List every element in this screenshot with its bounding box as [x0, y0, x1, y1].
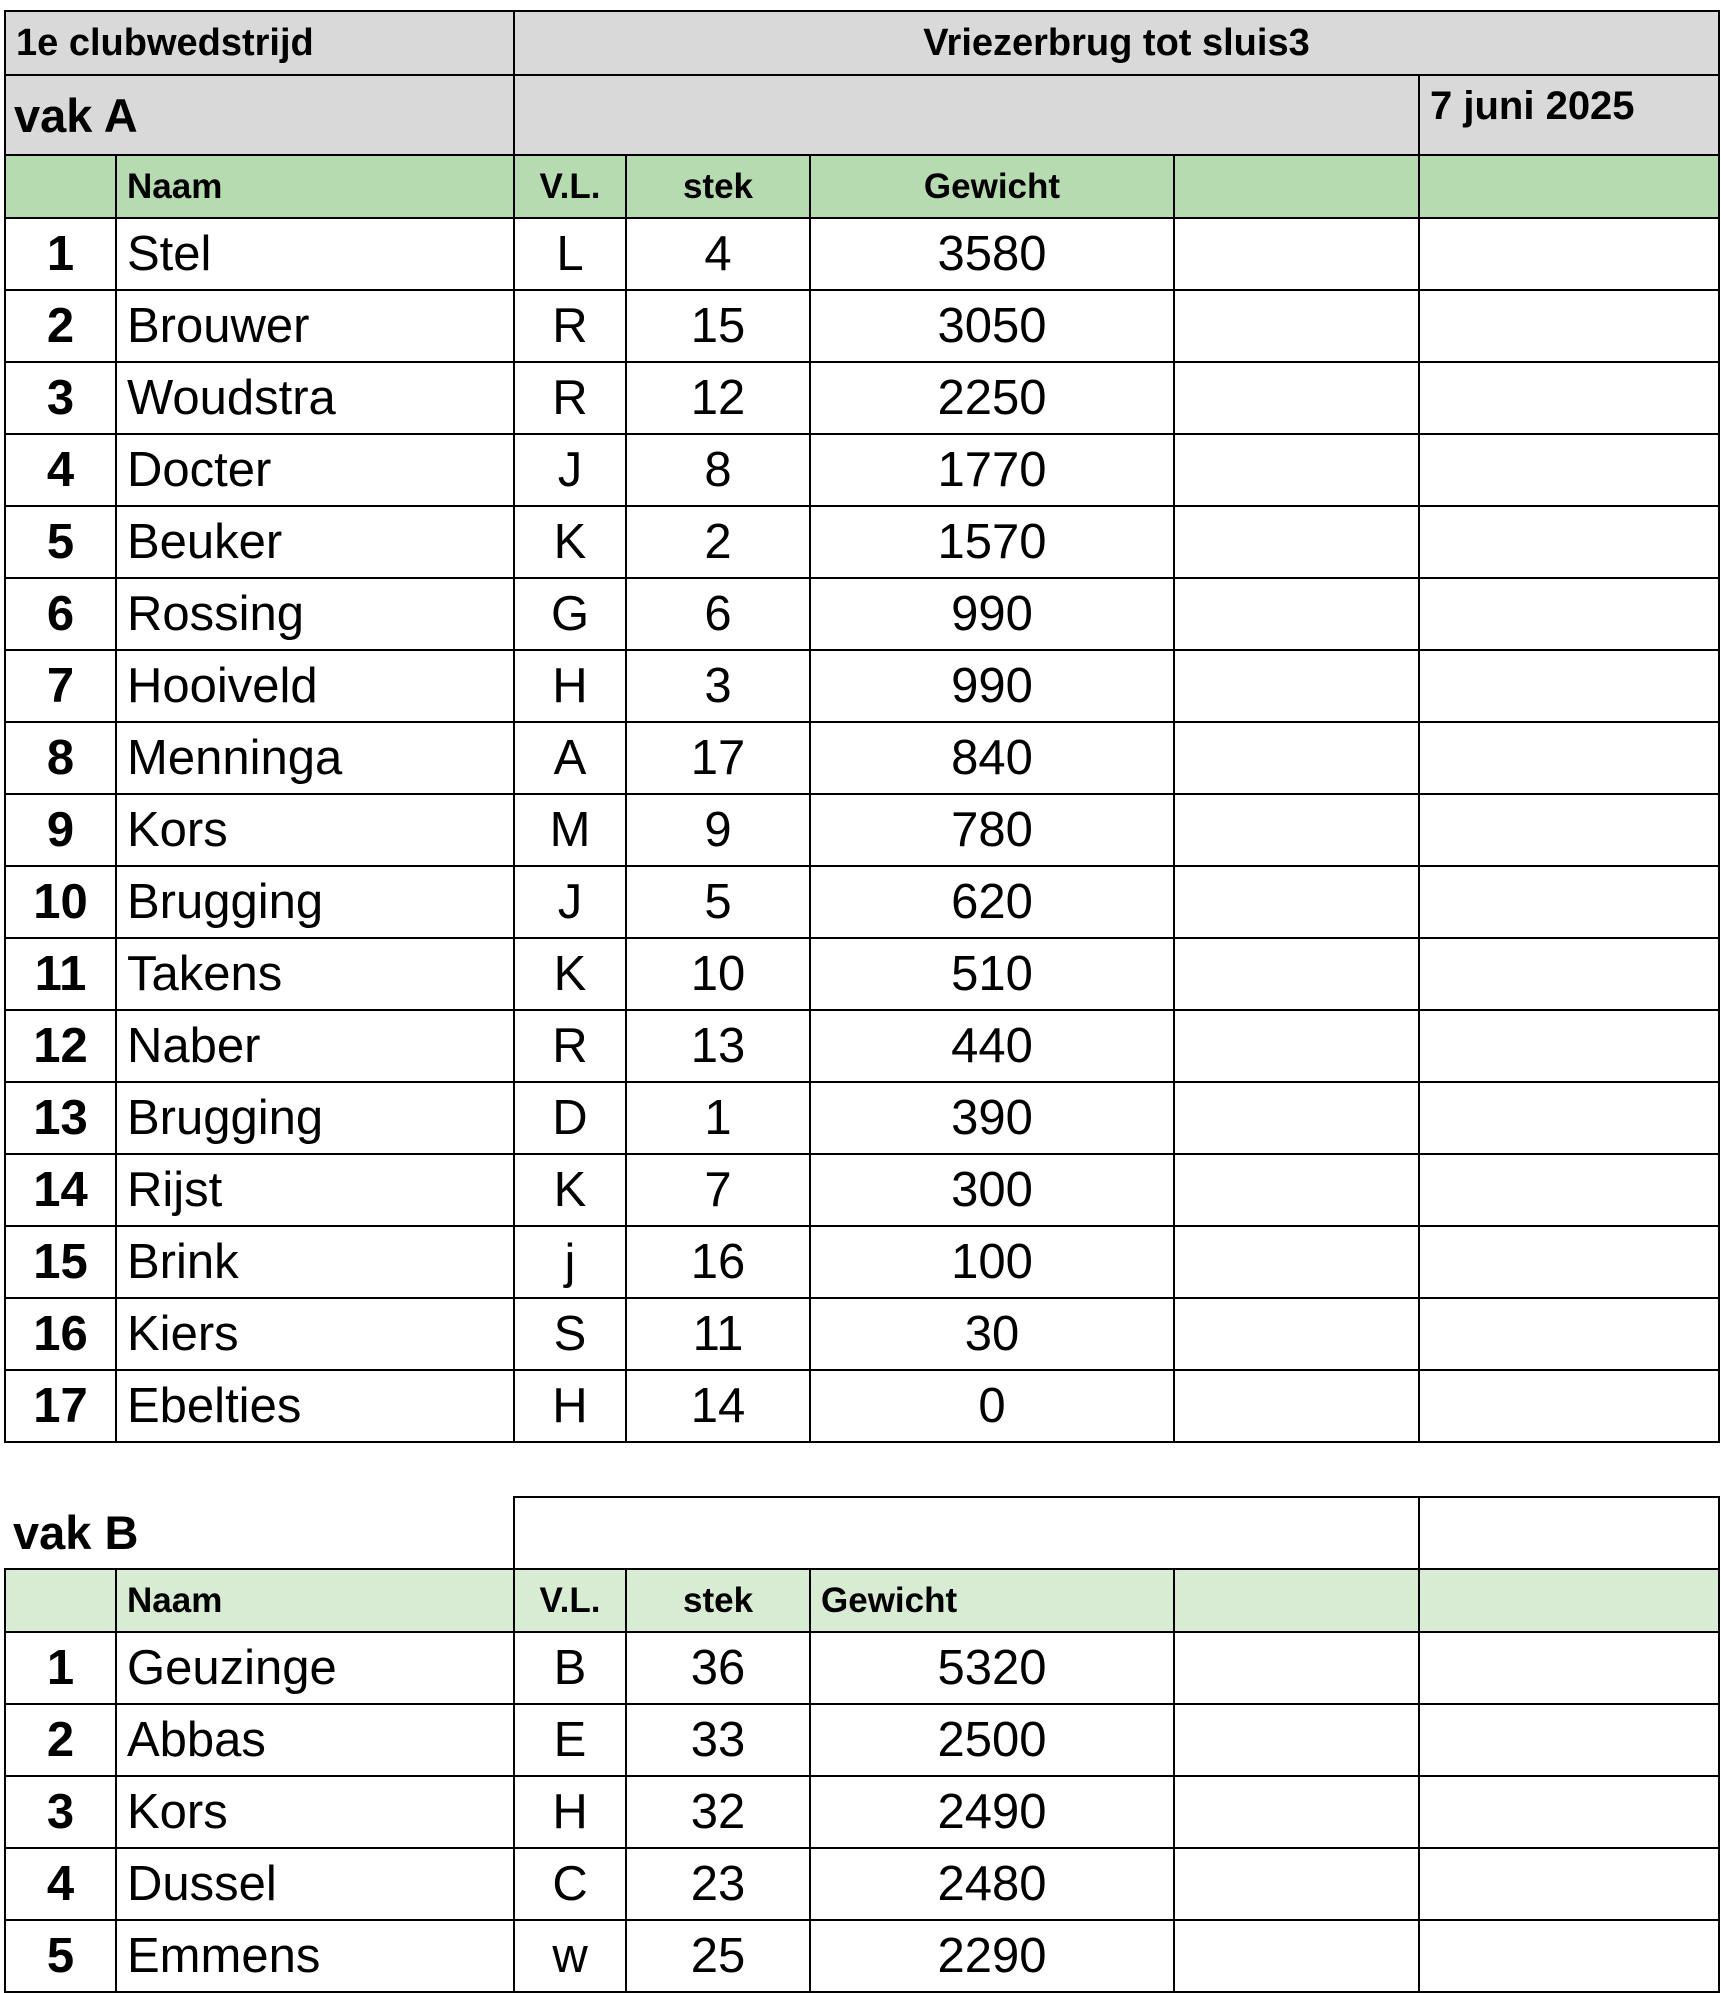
rank-cell: 8: [5, 722, 116, 794]
name-cell: Brugging: [116, 866, 514, 938]
name-cell: Kors: [116, 1776, 514, 1848]
name-cell: Takens: [116, 938, 514, 1010]
stek-cell: 14: [626, 1370, 810, 1442]
vl-cell: S: [514, 1298, 626, 1370]
rank-header: [5, 1569, 116, 1632]
empty-cell: [1419, 1704, 1719, 1776]
stek-cell: 23: [626, 1848, 810, 1920]
name-cell: Docter: [116, 434, 514, 506]
results-table-vak-b: [4, 1496, 1720, 1993]
empty-cell: [1174, 650, 1419, 722]
stek-cell: 36: [626, 1632, 810, 1704]
rank-cell: 15: [5, 1226, 116, 1298]
weight-cell: 5320: [810, 1632, 1174, 1704]
empty-cell: [1174, 506, 1419, 578]
name-cell: Kiers: [116, 1298, 514, 1370]
stek-cell: 3: [626, 650, 810, 722]
vl-cell: j: [514, 1226, 626, 1298]
table-row: [5, 650, 1719, 722]
vl-cell: K: [514, 938, 626, 1010]
stek-cell: 12: [626, 362, 810, 434]
extra-header-cell: [1174, 1569, 1419, 1632]
name-cell: Stel: [116, 218, 514, 290]
empty-cell: [1419, 506, 1719, 578]
empty-cell: [1419, 938, 1719, 1010]
empty-cell: [1419, 434, 1719, 506]
table-row: [5, 578, 1719, 650]
name-cell: Brugging: [116, 1082, 514, 1154]
empty-cell: [1419, 218, 1719, 290]
vl-cell: R: [514, 290, 626, 362]
section-label-vak-a: vak A: [5, 75, 514, 155]
rank-cell: 12: [5, 1010, 116, 1082]
name-cell: Kors: [116, 794, 514, 866]
vl-cell: K: [514, 506, 626, 578]
empty-cell: [1174, 1298, 1419, 1370]
weight-cell: 2250: [810, 362, 1174, 434]
rank-cell: 14: [5, 1154, 116, 1226]
rank-cell: 7: [5, 650, 116, 722]
empty-cell: [1174, 578, 1419, 650]
table-row: [5, 1010, 1719, 1082]
stek-cell: 32: [626, 1776, 810, 1848]
vl-cell: D: [514, 1082, 626, 1154]
name-cell: Woudstra: [116, 362, 514, 434]
column-header-gewicht: Gewicht: [810, 155, 1174, 218]
vl-cell: H: [514, 1370, 626, 1442]
name-cell: Hooiveld: [116, 650, 514, 722]
table-row: [5, 506, 1719, 578]
vl-cell: J: [514, 434, 626, 506]
empty-cell: [1419, 1298, 1719, 1370]
extra-header-cell: [1419, 155, 1719, 218]
empty-cell: [1174, 290, 1419, 362]
vl-cell: R: [514, 1010, 626, 1082]
column-header-stek: stek: [626, 155, 810, 218]
weight-cell: 510: [810, 938, 1174, 1010]
weight-cell: 390: [810, 1082, 1174, 1154]
section-label-vak-b: vak B: [5, 1497, 514, 1569]
rank-cell: 2: [5, 290, 116, 362]
name-cell: Ebelties: [116, 1370, 514, 1442]
stek-cell: 10: [626, 938, 810, 1010]
empty-cell: [1419, 1920, 1719, 1992]
table-row: [5, 290, 1719, 362]
table-row: [5, 1776, 1719, 1848]
empty-cell: [1419, 866, 1719, 938]
stek-cell: 6: [626, 578, 810, 650]
empty-cell: [1174, 938, 1419, 1010]
rank-cell: 9: [5, 794, 116, 866]
empty-cell: [1419, 362, 1719, 434]
table-row: [5, 1226, 1719, 1298]
vak-a-rows: [5, 218, 1719, 1442]
weight-cell: 840: [810, 722, 1174, 794]
stek-cell: 17: [626, 722, 810, 794]
empty-cell: [1174, 1848, 1419, 1920]
stek-cell: 25: [626, 1920, 810, 1992]
stek-cell: 15: [626, 290, 810, 362]
table-row: [5, 794, 1719, 866]
rank-header: [5, 155, 116, 218]
vl-cell: M: [514, 794, 626, 866]
rank-cell: 3: [5, 1776, 116, 1848]
stek-cell: 8: [626, 434, 810, 506]
table-row: [5, 1920, 1719, 1992]
empty-cell: [1419, 1776, 1719, 1848]
weight-cell: 3050: [810, 290, 1174, 362]
vl-cell: A: [514, 722, 626, 794]
name-cell: Brink: [116, 1226, 514, 1298]
extra-header-cell: [1419, 1569, 1719, 1632]
stek-cell: 2: [626, 506, 810, 578]
rank-cell: 17: [5, 1370, 116, 1442]
vak-b-rows: [5, 1632, 1719, 1992]
rank-cell: 11: [5, 938, 116, 1010]
empty-cell: [1419, 578, 1719, 650]
empty-cell: [1174, 1082, 1419, 1154]
empty-cell: [1419, 1370, 1719, 1442]
empty-cell: [1174, 1370, 1419, 1442]
column-header-naam: Naam: [116, 155, 514, 218]
empty-cell: [1174, 1920, 1419, 1992]
table-row: [5, 1298, 1719, 1370]
weight-cell: 1570: [810, 506, 1174, 578]
stek-cell: 33: [626, 1704, 810, 1776]
vl-cell: E: [514, 1704, 626, 1776]
table-row: [5, 938, 1719, 1010]
weight-cell: 0: [810, 1370, 1174, 1442]
weight-cell: 780: [810, 794, 1174, 866]
stek-cell: 9: [626, 794, 810, 866]
weight-cell: 620: [810, 866, 1174, 938]
header-blank-cell: [1419, 1497, 1719, 1569]
empty-cell: [1174, 1776, 1419, 1848]
column-header-vl: V.L.: [514, 1569, 626, 1632]
column-header-vl: V.L.: [514, 155, 626, 218]
weight-cell: 300: [810, 1154, 1174, 1226]
vl-cell: L: [514, 218, 626, 290]
name-cell: Rijst: [116, 1154, 514, 1226]
table-row: [5, 1082, 1719, 1154]
vl-cell: C: [514, 1848, 626, 1920]
weight-cell: 2480: [810, 1848, 1174, 1920]
weight-cell: 100: [810, 1226, 1174, 1298]
empty-cell: [1419, 1154, 1719, 1226]
weight-cell: 440: [810, 1010, 1174, 1082]
table-row: [5, 1154, 1719, 1226]
empty-cell: [1174, 1632, 1419, 1704]
empty-cell: [1419, 650, 1719, 722]
rank-cell: 3: [5, 362, 116, 434]
name-cell: Geuzinge: [116, 1632, 514, 1704]
rank-cell: 6: [5, 578, 116, 650]
stek-cell: 7: [626, 1154, 810, 1226]
vl-cell: H: [514, 1776, 626, 1848]
header-blank-cell: [514, 1497, 1419, 1569]
weight-cell: 2290: [810, 1920, 1174, 1992]
name-cell: Dussel: [116, 1848, 514, 1920]
header-blank-cell: [514, 75, 1419, 155]
rank-cell: 5: [5, 506, 116, 578]
table-row: [5, 722, 1719, 794]
rank-cell: 5: [5, 1920, 116, 1992]
extra-header-cell: [1174, 155, 1419, 218]
stek-cell: 11: [626, 1298, 810, 1370]
stek-cell: 1: [626, 1082, 810, 1154]
rank-cell: 4: [5, 434, 116, 506]
table-row: [5, 1704, 1719, 1776]
vl-cell: H: [514, 650, 626, 722]
empty-cell: [1419, 722, 1719, 794]
rank-cell: 2: [5, 1704, 116, 1776]
empty-cell: [1174, 866, 1419, 938]
column-header-gewicht: Gewicht: [810, 1569, 1174, 1632]
competition-title: 1e clubwedstrijd: [5, 11, 514, 75]
location-title: Vriezerbrug tot sluis3: [514, 11, 1719, 75]
results-table-vak-a: [4, 10, 1720, 1443]
vl-cell: B: [514, 1632, 626, 1704]
empty-cell: [1174, 794, 1419, 866]
stek-cell: 5: [626, 866, 810, 938]
table-row: [5, 362, 1719, 434]
table-row: [5, 1370, 1719, 1442]
empty-cell: [1419, 290, 1719, 362]
empty-cell: [1419, 1632, 1719, 1704]
rank-cell: 13: [5, 1082, 116, 1154]
empty-cell: [1419, 1226, 1719, 1298]
table-row: [5, 434, 1719, 506]
empty-cell: [1419, 794, 1719, 866]
empty-cell: [1174, 722, 1419, 794]
stek-cell: 4: [626, 218, 810, 290]
empty-cell: [1174, 1226, 1419, 1298]
weight-cell: 2490: [810, 1776, 1174, 1848]
name-cell: Brouwer: [116, 290, 514, 362]
empty-cell: [1419, 1848, 1719, 1920]
empty-cell: [1174, 434, 1419, 506]
name-cell: Rossing: [116, 578, 514, 650]
table-row: [5, 1848, 1719, 1920]
rank-cell: 16: [5, 1298, 116, 1370]
name-cell: Beuker: [116, 506, 514, 578]
stek-cell: 13: [626, 1010, 810, 1082]
table-row: [5, 866, 1719, 938]
name-cell: Menninga: [116, 722, 514, 794]
name-cell: Abbas: [116, 1704, 514, 1776]
vl-cell: G: [514, 578, 626, 650]
name-cell: Naber: [116, 1010, 514, 1082]
weight-cell: 990: [810, 578, 1174, 650]
table-row: [5, 1632, 1719, 1704]
weight-cell: 1770: [810, 434, 1174, 506]
rank-cell: 4: [5, 1848, 116, 1920]
column-header-stek: stek: [626, 1569, 810, 1632]
empty-cell: [1174, 1010, 1419, 1082]
weight-cell: 2500: [810, 1704, 1174, 1776]
empty-cell: [1174, 1154, 1419, 1226]
weight-cell: 990: [810, 650, 1174, 722]
table-row: [5, 218, 1719, 290]
empty-cell: [1174, 218, 1419, 290]
rank-cell: 1: [5, 218, 116, 290]
competition-date: 7 juni 2025: [1419, 75, 1719, 155]
weight-cell: 30: [810, 1298, 1174, 1370]
vl-cell: R: [514, 362, 626, 434]
stek-cell: 16: [626, 1226, 810, 1298]
empty-cell: [1419, 1010, 1719, 1082]
vl-cell: w: [514, 1920, 626, 1992]
empty-cell: [1174, 362, 1419, 434]
vl-cell: J: [514, 866, 626, 938]
weight-cell: 3580: [810, 218, 1174, 290]
empty-cell: [1174, 1704, 1419, 1776]
name-cell: Emmens: [116, 1920, 514, 1992]
column-header-naam: Naam: [116, 1569, 514, 1632]
rank-cell: 1: [5, 1632, 116, 1704]
vl-cell: K: [514, 1154, 626, 1226]
empty-cell: [1419, 1082, 1719, 1154]
rank-cell: 10: [5, 866, 116, 938]
